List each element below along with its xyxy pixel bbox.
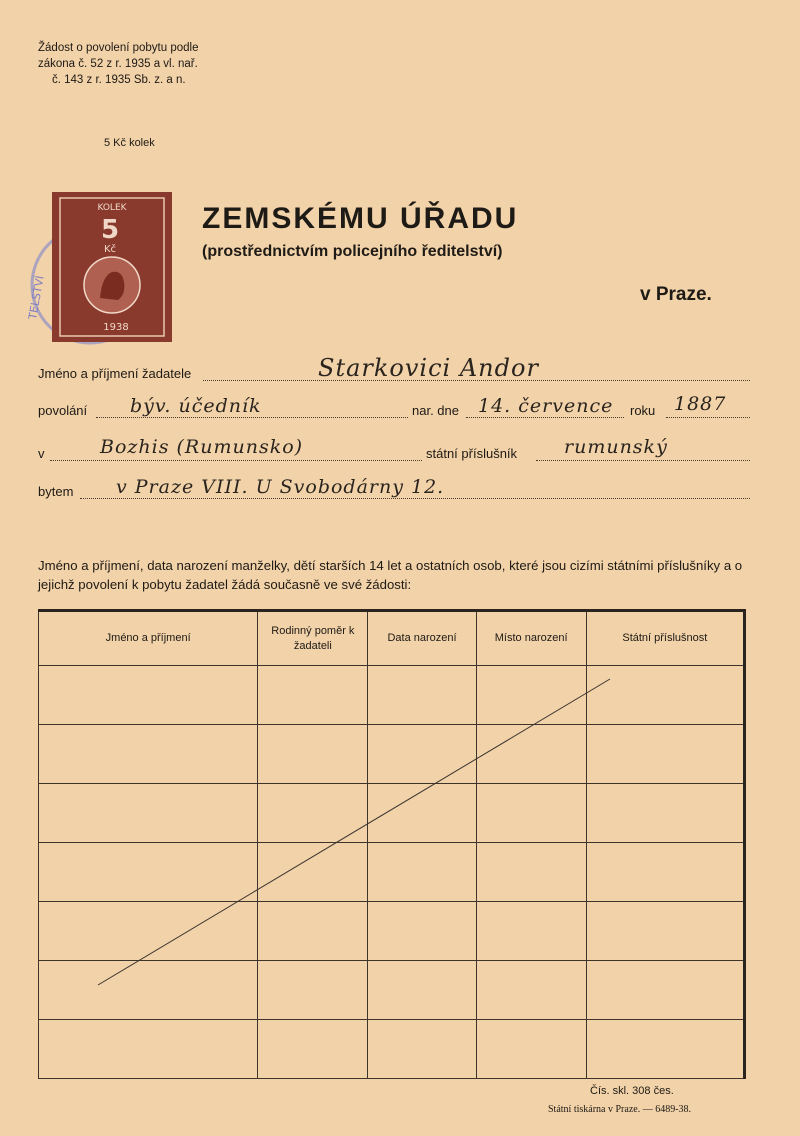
table-cell[interactable] bbox=[476, 666, 586, 725]
stamp-graphic bbox=[26, 190, 180, 350]
page-title: ZEMSKÉMU ÚŘADU bbox=[202, 202, 519, 235]
page-subtitle: (prostřednictvím policejního ředitelství) bbox=[202, 243, 503, 260]
table-cell[interactable] bbox=[368, 666, 476, 725]
legal-line-2: zákona č. 52 z r. 1935 a vl. nař. bbox=[38, 58, 198, 70]
table-cell[interactable] bbox=[39, 902, 258, 961]
stamp-year: 1938 bbox=[103, 322, 129, 333]
residence-line bbox=[80, 498, 750, 499]
stamp-value: 5 bbox=[100, 215, 120, 245]
birth-date-label: nar. dne bbox=[412, 403, 459, 418]
table-row bbox=[39, 961, 745, 1020]
stamp-label: 5 Kč kolek bbox=[104, 137, 155, 149]
name-value[interactable]: Starkovici Andor bbox=[318, 354, 539, 382]
citizenship-label: státní příslušník bbox=[426, 446, 518, 461]
stamp-currency: Kč bbox=[103, 244, 117, 255]
printer-imprint: Státní tiskárna v Praze. — 6489-38. bbox=[548, 1104, 692, 1115]
place-value[interactable]: Bozhis (Rumunsko) bbox=[100, 436, 304, 458]
table-cell[interactable] bbox=[258, 725, 368, 784]
table-row bbox=[39, 843, 745, 902]
table-row bbox=[39, 902, 745, 961]
citizenship-line bbox=[536, 460, 750, 461]
table-cell[interactable] bbox=[39, 843, 258, 902]
table-cell[interactable] bbox=[258, 1020, 368, 1079]
col-header-citizenship: Státní příslušnost bbox=[586, 611, 744, 666]
occupation-row bbox=[38, 393, 750, 421]
table-row bbox=[39, 784, 745, 843]
table-cell[interactable] bbox=[586, 725, 744, 784]
place-line bbox=[50, 460, 422, 461]
table-cell[interactable] bbox=[368, 725, 476, 784]
table-cell[interactable] bbox=[586, 961, 744, 1020]
year-label: roku bbox=[630, 403, 656, 418]
table-cell[interactable] bbox=[476, 843, 586, 902]
postmark-text: TELSTVÍ bbox=[26, 274, 47, 321]
table-header-row bbox=[39, 611, 745, 666]
dependents-instruction: Jméno a příjmení, data narození manželky, dětí starších 14 let a ostatních osob, které jsou cizími státními příslušníky a o jejichž povolení k pobytu žadatel žádá současně ve své žádosti: bbox=[38, 558, 743, 592]
residence-row bbox=[38, 478, 750, 502]
table-cell[interactable] bbox=[39, 1020, 258, 1079]
table-row bbox=[39, 725, 745, 784]
col-header-birthplace: Místo narození bbox=[476, 611, 586, 666]
dependents-grid bbox=[38, 609, 746, 1079]
col-header-name: Jméno a příjmení bbox=[39, 611, 258, 666]
occupation-label: povolání bbox=[38, 403, 88, 418]
table-cell[interactable] bbox=[368, 902, 476, 961]
birth-date-value[interactable]: 14. července bbox=[478, 395, 614, 417]
table-cell[interactable] bbox=[476, 902, 586, 961]
table-cell[interactable] bbox=[476, 961, 586, 1020]
revenue-stamp bbox=[26, 190, 180, 350]
table-cell[interactable] bbox=[368, 784, 476, 843]
col-header-birth-date: Data narození bbox=[368, 611, 476, 666]
legal-line-3: č. 143 z r. 1935 Sb. z. a n. bbox=[52, 74, 186, 86]
table-cell[interactable] bbox=[476, 1020, 586, 1079]
col-header-relationship: Rodinný poměr k žadateli bbox=[258, 611, 368, 666]
residence-label: bytem bbox=[38, 484, 74, 499]
year-value[interactable]: 1887 bbox=[674, 393, 727, 415]
table-cell[interactable] bbox=[39, 961, 258, 1020]
table-cell[interactable] bbox=[258, 784, 368, 843]
citizenship-value[interactable]: rumunský bbox=[564, 436, 668, 458]
legal-line-1: Žádost o povolení pobytu podle bbox=[38, 42, 199, 54]
table-cell[interactable] bbox=[586, 1020, 744, 1079]
place-label: v bbox=[38, 446, 45, 461]
occupation-line bbox=[96, 417, 408, 418]
table-cell[interactable] bbox=[39, 784, 258, 843]
legal-reference bbox=[38, 40, 198, 88]
table-cell[interactable] bbox=[586, 843, 744, 902]
dependents-table bbox=[38, 609, 746, 1079]
office-city: v Praze. bbox=[640, 284, 712, 305]
stamp-top-text: KOLEK bbox=[97, 203, 127, 213]
table-cell[interactable] bbox=[39, 725, 258, 784]
table-cell[interactable] bbox=[368, 1020, 476, 1079]
table-cell[interactable] bbox=[258, 666, 368, 725]
table-cell[interactable] bbox=[258, 902, 368, 961]
year-line bbox=[666, 417, 750, 418]
table-cell[interactable] bbox=[368, 961, 476, 1020]
name-label: Jméno a příjmení žadatele bbox=[38, 366, 192, 381]
table-cell[interactable] bbox=[476, 725, 586, 784]
residence-value[interactable]: v Praze VIII. U Svobodárny 12. bbox=[116, 476, 445, 498]
catalog-number: Čís. skl. 308 čes. bbox=[590, 1085, 674, 1097]
applicant-name-row bbox=[38, 354, 750, 384]
table-cell[interactable] bbox=[586, 902, 744, 961]
table-cell[interactable] bbox=[258, 961, 368, 1020]
table-row bbox=[39, 1020, 745, 1079]
table-row bbox=[39, 666, 745, 725]
table-cell[interactable] bbox=[39, 666, 258, 725]
table-cell[interactable] bbox=[476, 784, 586, 843]
table-cell[interactable] bbox=[586, 784, 744, 843]
birthplace-row bbox=[38, 436, 750, 464]
birth-date-line bbox=[466, 417, 624, 418]
table-cell[interactable] bbox=[258, 843, 368, 902]
occupation-value[interactable]: býv. účedník bbox=[130, 395, 262, 417]
table-cell[interactable] bbox=[586, 666, 744, 725]
table-cell[interactable] bbox=[368, 843, 476, 902]
